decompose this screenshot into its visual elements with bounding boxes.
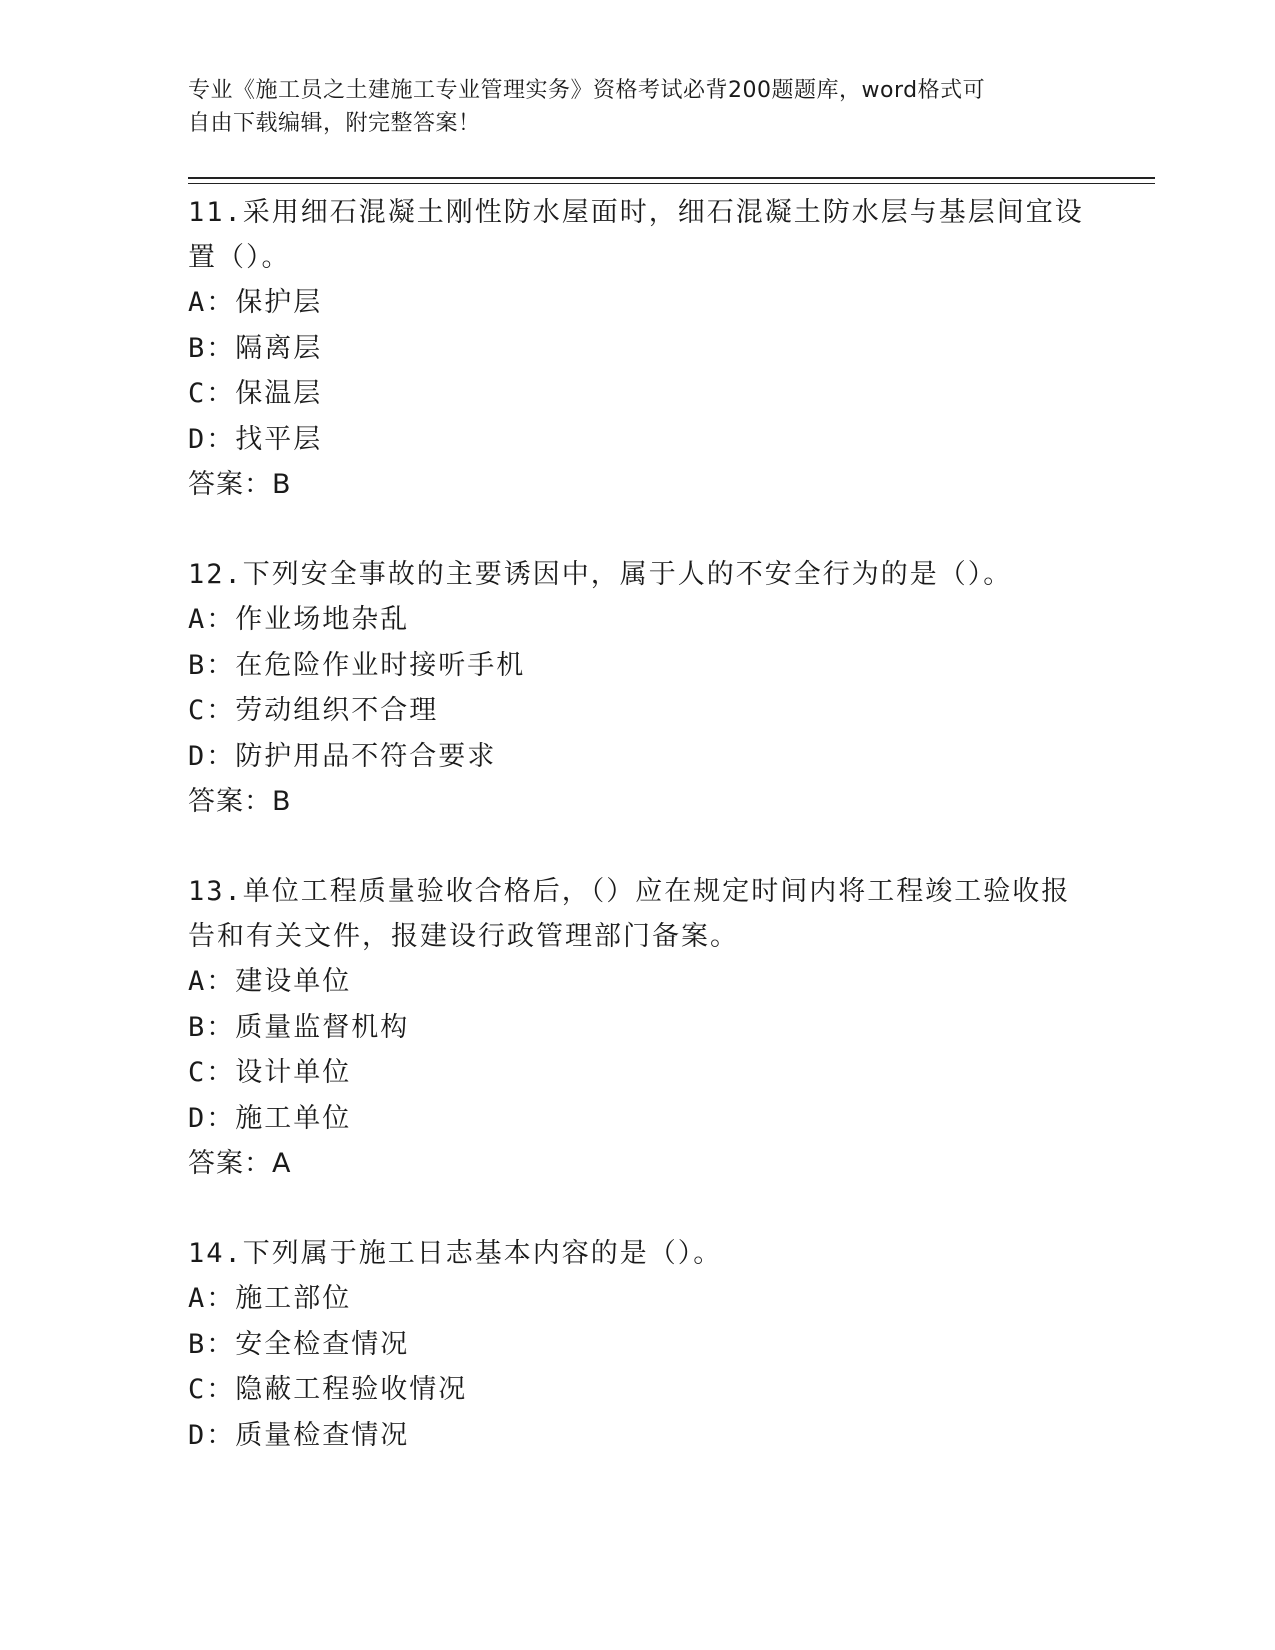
option-c: C：劳动组织不合理	[188, 695, 439, 726]
option-b: B：隔离层	[188, 332, 323, 364]
question-11	[188, 190, 1088, 507]
option-d: D：质量检查情况	[188, 1419, 410, 1451]
question-12	[188, 552, 1088, 824]
spacer	[188, 824, 1088, 869]
answer: 答案：B	[188, 786, 292, 817]
header-divider-thick	[188, 177, 1155, 179]
question-text-line-2: 告和有关文件，报建设行政管理部门备案。	[188, 921, 739, 952]
option-b: B：安全检查情况	[188, 1328, 410, 1360]
option-a: A：施工部位	[188, 1283, 352, 1314]
option-b: B：在危险作业时接听手机	[188, 649, 526, 681]
question-text-line-1: 11.采用细石混凝土刚性防水屋面时，细石混凝土防水层与基层间宜设	[188, 197, 1084, 228]
option-a: A：作业场地杂乱	[188, 604, 410, 635]
option-c: C：保温层	[188, 378, 323, 409]
header-line-2: 自由下载编辑，附完整答案！	[188, 111, 481, 136]
header-divider-thin	[188, 183, 1155, 184]
question-13	[188, 869, 1088, 1186]
option-d: D：施工单位	[188, 1102, 352, 1134]
answer: 答案：B	[188, 469, 292, 500]
question-list	[188, 190, 1088, 1458]
spacer	[188, 507, 1088, 552]
question-text-line-1: 13.单位工程质量验收合格后，（）应在规定时间内将工程竣工验收报	[188, 876, 1071, 907]
question-text-line-1: 14.下列属于施工日志基本内容的是（）。	[188, 1238, 723, 1269]
header-line-1: 专业《施工员之土建施工专业管理实务》资格考试必背200题题库，word格式可	[188, 78, 986, 103]
option-d: D：防护用品不符合要求	[188, 740, 497, 772]
question-14	[188, 1231, 1088, 1458]
question-text-line-1: 12.下列安全事故的主要诱因中，属于人的不安全行为的是（）。	[188, 559, 1013, 590]
option-c: C：隐蔽工程验收情况	[188, 1374, 468, 1405]
spacer	[188, 1186, 1088, 1231]
answer: 答案：A	[188, 1148, 292, 1179]
option-a: A：保护层	[188, 287, 323, 318]
option-b: B：质量监督机构	[188, 1011, 410, 1043]
option-d: D：找平层	[188, 423, 323, 455]
option-a: A：建设单位	[188, 966, 352, 997]
option-c: C：设计单位	[188, 1057, 352, 1088]
document-header	[188, 74, 1088, 140]
question-text-line-2: 置（）。	[188, 242, 291, 273]
